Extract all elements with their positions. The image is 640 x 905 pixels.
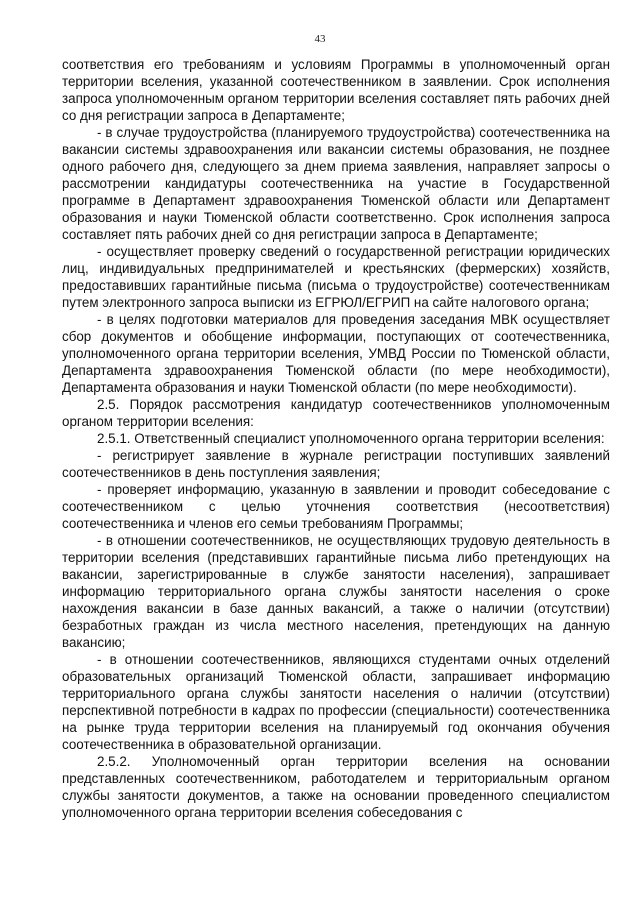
paragraph-check-interview: - проверяет информацию, указанную в заявлении и проводит собеседование с соотечественником с целью уточнения соответствия (несоответствия) соотечественника и членов его семьи требованиям Программы;	[62, 482, 610, 531]
paragraph-not-working: - в отношении соотечественников, не осуществляющих трудовую деятельность в территории вселения (представивших гарантийные письма либо претендующих на вакансии, зарегистрированные в службе занятости населения), запрашивает информацию территориального органа службы занятости населения о сроке нахождения вакансии в базе данных вакансий, а также о наличии (отсутствии) безработных граждан из числа местного населения, претендующих на данную вакансию;	[62, 533, 610, 650]
paragraph-mvk-materials: - в целях подготовки материалов для проведения заседания МВК осуществляет сбор документов и обобщение информации, поступающих от соотечественника, уполномоченного органа территории вселения, УМВД России по Тюменской области, Департамента здравоохранения Тюменской области (по мере необходимости), Департамента образования и науки Тюменской области (по мере необходимости).	[62, 312, 610, 395]
section-2-5-1-heading: 2.5.1. Ответственный специалист уполномоченного органа территории вселения:	[97, 431, 605, 446]
page-number: 43	[314, 33, 326, 45]
section-2-5-heading: 2.5. Порядок рассмотрения кандидатур соотечественников уполномоченным органом территории вселения:	[62, 397, 610, 429]
paragraph-continuation: соответствия его требованиям и условиям Программы в уполномоченный орган территории вселения, указанной соотечественником в заявлении. Срок исполнения запроса уполномоченным органом территории вселения составляет пять рабочих дней со дня регистрации запроса в Департаменте;	[62, 57, 610, 123]
paragraph-employment-health-education: - в случае трудоустройства (планируемого трудоустройства) соотечественника на вакансии системы здравоохранения или вакансии системы образования, не позднее одного рабочего дня, следующего за днем приема заявления, направляет запросы о рассмотрении кандидатуры соотечественника на участие в Государственной программе в Департамент здравоохранения Тюменской области или Департамент образования и науки Тюменской области соответственно. Срок исполнения запроса составляет пять рабочих дней со дня регистрации запроса в Департаменте;	[62, 125, 610, 242]
section-2-5-2: 2.5.2. Уполномоченный орган территории вселения на основании представленных соотечественником, работодателем и территориальным органом службы занятости документов, а также на основании проведенного специалистом уполномоченного органа территории вселения собеседования с	[62, 754, 610, 820]
document-body	[62, 56, 610, 821]
paragraph-registration-check: - осуществляет проверку сведений о государственной регистрации юридических лиц, индивидуальных предпринимателей и крестьянских (фермерских) хозяйств, предоставивших гарантийные письма (письма о трудоустройстве) соотечественникам путем электронного запроса выписки из ЕГРЮЛ/ЕГРИП на сайте налогового органа;	[62, 244, 610, 310]
paragraph-register-application: - регистрирует заявление в журнале регистрации поступивших заявлений соотечественников в день поступления заявления;	[62, 448, 610, 480]
paragraph-students: - в отношении соотечественников, являющихся студентами очных отделений образовательных организаций Тюменской области, запрашивает информацию территориального органа службы занятости населения о наличии (отсутствии) перспективной потребности в кадрах по профессии (специальности) соотечественника на рынке труда территории вселения на планируемый год окончания обучения соотечественника в образовательной организации.	[62, 652, 610, 752]
